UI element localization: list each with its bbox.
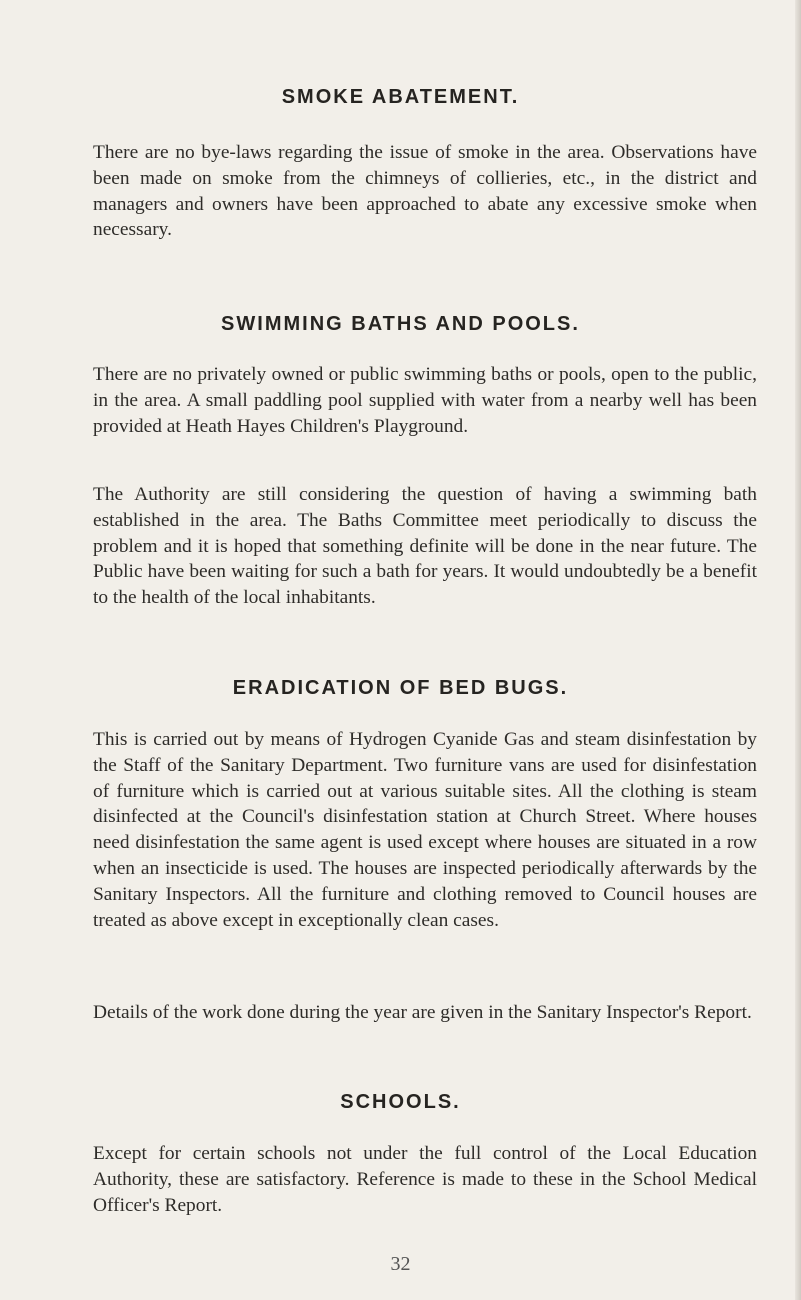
paragraph-swimming-baths-2: The Authority are still considering the question of having a swimming bath established in the area. The Baths Committee meet periodically to discuss the problem and it is hoped that something definite will be done in the near future. The Public have been waiting for such a bath for years. It would undoubtedly be a benefit to the health of the local inhabitants. — [93, 484, 757, 609]
page-edge — [795, 0, 801, 1300]
paragraph-schools: Except for certain schools not under the full control of the Local Education Authority, these are satisfactory. Reference is made to these in the School Medical Officer's Report. — [93, 1143, 757, 1216]
paragraph-swimming-baths-1: There are no privately owned or public swimming baths or pools, open to the public, in the area. A small paddling pool supplied with water from a nearby well has been provided at Heath Hayes Children's Playground. — [93, 364, 757, 437]
paragraph-bed-bugs-1: This is carried out by means of Hydrogen Cyanide Gas and steam disinfestation by the Staff of the Sanitary Department. Two furniture vans are used for disinfestation of furniture which is carried out at various suitable sites. All the clothing is steam disinfected at the Council's disinfestation station at Church Street. Where houses need disinfestation the same agent is used except where houses are situated in a row when an insecticide is used. The houses are inspected periodically afterwards by the Sanitary Inspectors. All the furniture and clothing removed to Council houses are treated as above except in exceptionally clean cases. — [93, 729, 757, 931]
heading-schools: SCHOOLS. — [340, 1091, 461, 1113]
page-number: 32 — [390, 1253, 411, 1275]
heading-smoke-abatement: SMOKE ABATEMENT. — [281, 86, 520, 108]
heading-bed-bugs: ERADICATION OF BED BUGS. — [232, 677, 569, 699]
paragraph-bed-bugs-2: Details of the work done during the year are given in the Sanitary Inspector's Report. — [93, 1002, 752, 1023]
paragraph-smoke-abatement: There are no bye-laws regarding the issue of smoke in the area. Observations have been made on smoke from the chimneys of collieries, etc., in the district and managers and owners have been approached to abate any excessive smoke when necessary. — [93, 142, 757, 241]
heading-swimming-baths: SWIMMING BATHS AND POOLS. — [221, 313, 580, 335]
